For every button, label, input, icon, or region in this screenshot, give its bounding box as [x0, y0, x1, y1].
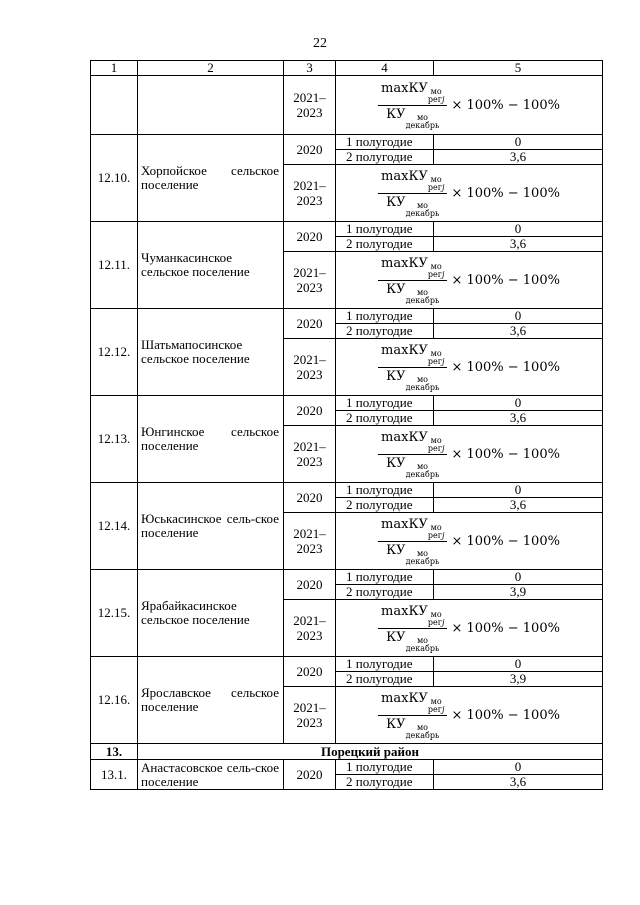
value-cell: 0 — [434, 760, 603, 775]
formula-numerator: maxКУ мо регj — [378, 430, 447, 455]
half-year-label: 2 полугодие — [336, 237, 434, 252]
table-row — [91, 760, 603, 775]
table-row — [91, 135, 603, 150]
formula — [378, 256, 560, 305]
half-year-label: 1 полугодие — [336, 570, 434, 585]
period-cell: 2021– 2023 — [284, 252, 336, 309]
period-cell: 2021– 2023 — [284, 426, 336, 483]
region-number: 13. — [91, 744, 138, 760]
header-cell: 5 — [434, 61, 603, 76]
year-cell: 2020 — [284, 222, 336, 252]
formula-denominator: КУ мо декабрь — [386, 195, 440, 218]
period-cell: 2021– 2023 — [284, 513, 336, 570]
formula-denominator: КУ мо декабрь — [386, 630, 440, 653]
page-number: 22 — [313, 36, 327, 51]
formula — [378, 604, 560, 653]
value-cell: 0 — [434, 657, 603, 672]
formula-fraction — [378, 81, 447, 130]
formula-cell — [336, 687, 603, 744]
formula-tail: × 100% − 100% — [451, 534, 560, 549]
value-cell: 3,6 — [434, 324, 603, 339]
formula-denominator: КУ мо декабрь — [386, 282, 440, 305]
formula-cell — [336, 165, 603, 222]
settlement-name: Шатьмапосинское сельское поселение — [138, 309, 284, 396]
formula-numerator: maxКУ мо регj — [378, 169, 447, 194]
table-row — [91, 483, 603, 498]
value-cell: 0 — [434, 309, 603, 324]
half-year-label: 2 полугодие — [336, 498, 434, 513]
formula-denominator: КУ мо декабрь — [386, 456, 440, 479]
half-year-label: 1 полугодие — [336, 135, 434, 150]
half-year-label: 1 полугодие — [336, 309, 434, 324]
formula-numerator: maxКУ мо регj — [378, 343, 447, 368]
formula-cell — [336, 339, 603, 396]
header-cell: 3 — [284, 61, 336, 76]
formula-tail: × 100% − 100% — [451, 360, 560, 375]
value-cell: 3,6 — [434, 498, 603, 513]
half-year-label: 2 полугодие — [336, 672, 434, 687]
year-cell: 2020 — [284, 570, 336, 600]
half-year-label: 2 полугодие — [336, 585, 434, 600]
value-cell: 3,9 — [434, 585, 603, 600]
formula — [378, 517, 560, 566]
header-cell: 1 — [91, 61, 138, 76]
formula-fraction — [378, 430, 447, 479]
half-year-label: 1 полугодие — [336, 396, 434, 411]
row-number: 12.11. — [91, 222, 138, 309]
table-row — [91, 396, 603, 411]
settlement-name: Ярабайкасинское сельское поселение — [138, 570, 284, 657]
row-number — [91, 76, 138, 135]
value-cell: 0 — [434, 222, 603, 237]
period-cell: 2021– 2023 — [284, 165, 336, 222]
header-row — [91, 61, 603, 76]
formula-tail: × 100% − 100% — [451, 186, 560, 201]
formula-numerator: maxКУ мо регj — [378, 256, 447, 281]
formula — [378, 430, 560, 479]
settlement-name: Ярославское сельское поселение — [138, 657, 284, 744]
formula-numerator: maxКУ мо регj — [378, 691, 447, 716]
row-number: 12.16. — [91, 657, 138, 744]
settlement-name: Хорпойское сельское поселение — [138, 135, 284, 222]
value-cell: 0 — [434, 483, 603, 498]
value-cell: 3,6 — [434, 775, 603, 790]
settlement-name: Юськасинское сель-ское поселение — [138, 483, 284, 570]
period-cell: 2021– 2023 — [284, 76, 336, 135]
settlement-name — [138, 76, 284, 135]
formula-denominator: КУ мо декабрь — [386, 107, 440, 130]
value-cell: 3,9 — [434, 672, 603, 687]
row-number: 12.15. — [91, 570, 138, 657]
formula-numerator: maxКУ мо регj — [378, 517, 447, 542]
row-number: 12.13. — [91, 396, 138, 483]
value-cell: 0 — [434, 396, 603, 411]
year-cell: 2020 — [284, 657, 336, 687]
formula-tail: × 100% − 100% — [451, 98, 560, 113]
tariff-table — [90, 60, 603, 790]
formula-denominator: КУ мо декабрь — [386, 717, 440, 740]
row-number: 12.12. — [91, 309, 138, 396]
half-year-label: 1 полугодие — [336, 657, 434, 672]
formula-denominator: КУ мо декабрь — [386, 543, 440, 566]
row-number: 12.10. — [91, 135, 138, 222]
formula-fraction — [378, 691, 447, 740]
region-name: Порецкий район — [138, 744, 603, 760]
row-number: 13.1. — [91, 760, 138, 790]
formula-numerator: maxКУ мо регj — [378, 604, 447, 629]
half-year-label: 2 полугодие — [336, 150, 434, 165]
formula-tail: × 100% − 100% — [451, 447, 560, 462]
year-cell: 2020 — [284, 760, 336, 790]
settlement-name: Анастасовское сель-ское поселение — [138, 760, 284, 790]
half-year-label: 2 полугодие — [336, 324, 434, 339]
period-cell: 2021– 2023 — [284, 339, 336, 396]
table-row — [91, 222, 603, 237]
formula — [378, 81, 560, 130]
half-year-label: 1 полугодие — [336, 222, 434, 237]
formula-denominator: КУ мо декабрь — [386, 369, 440, 392]
year-cell: 2020 — [284, 483, 336, 513]
region-row — [91, 744, 603, 760]
header-cell: 2 — [138, 61, 284, 76]
formula-fraction — [378, 169, 447, 218]
formula-fraction — [378, 604, 447, 653]
value-cell: 3,6 — [434, 150, 603, 165]
year-cell: 2020 — [284, 135, 336, 165]
formula — [378, 169, 560, 218]
period-cell: 2021– 2023 — [284, 687, 336, 744]
formula-fraction — [378, 517, 447, 566]
formula — [378, 691, 560, 740]
formula-numerator: maxКУ мо регj — [378, 81, 447, 106]
period-cell: 2021– 2023 — [284, 600, 336, 657]
half-year-label: 1 полугодие — [336, 760, 434, 775]
formula-fraction — [378, 343, 447, 392]
value-cell: 0 — [434, 135, 603, 150]
year-cell: 2020 — [284, 396, 336, 426]
formula-fraction — [378, 256, 447, 305]
table-row — [91, 76, 603, 135]
formula-tail: × 100% − 100% — [451, 708, 560, 723]
settlement-name: Юнгинское сельское поселение — [138, 396, 284, 483]
settlement-name: Чуманкасинское сельское поселение — [138, 222, 284, 309]
formula-cell — [336, 252, 603, 309]
half-year-label: 2 полугодие — [336, 411, 434, 426]
formula-tail: × 100% − 100% — [451, 273, 560, 288]
formula-tail: × 100% − 100% — [451, 621, 560, 636]
row-number: 12.14. — [91, 483, 138, 570]
formula-cell — [336, 513, 603, 570]
half-year-label: 2 полугодие — [336, 775, 434, 790]
table-row — [91, 309, 603, 324]
value-cell: 3,6 — [434, 411, 603, 426]
table-row — [91, 570, 603, 585]
formula — [378, 343, 560, 392]
value-cell: 0 — [434, 570, 603, 585]
year-cell: 2020 — [284, 309, 336, 339]
value-cell: 3,6 — [434, 237, 603, 252]
header-cell: 4 — [336, 61, 434, 76]
half-year-label: 1 полугодие — [336, 483, 434, 498]
formula-cell — [336, 76, 603, 135]
formula-cell — [336, 426, 603, 483]
table-row — [91, 657, 603, 672]
formula-cell — [336, 600, 603, 657]
